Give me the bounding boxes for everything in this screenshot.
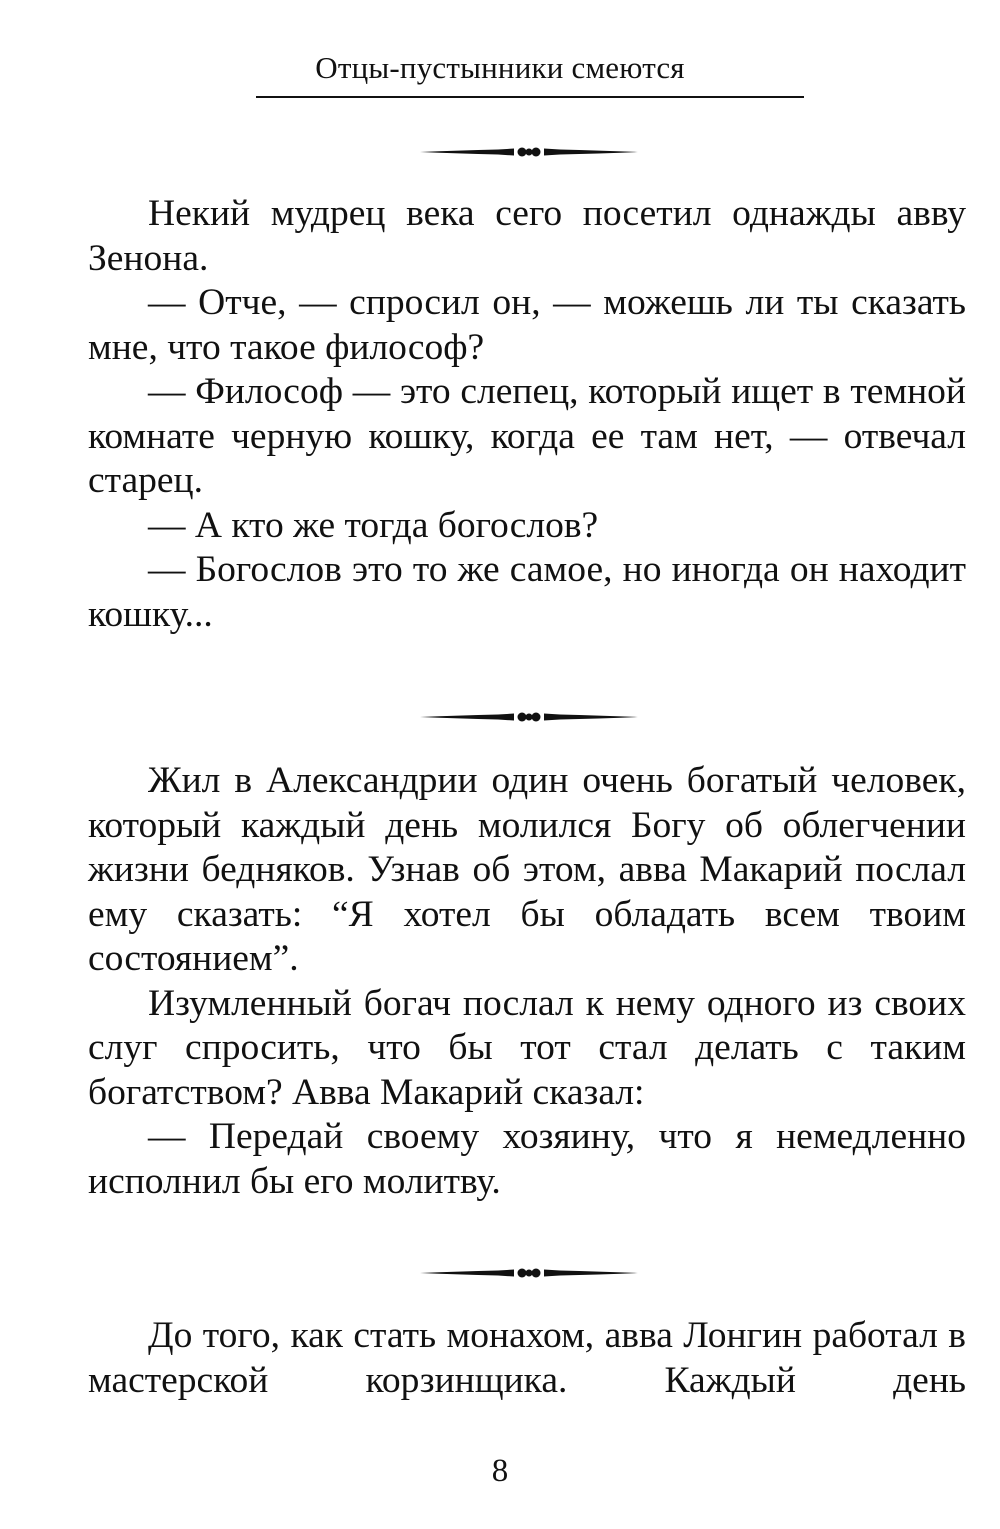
story-1 xyxy=(88,192,966,637)
paragraph: Некий мудрец века сего посетил однажды авву Зенона. xyxy=(88,193,966,279)
story-2 xyxy=(88,759,966,1204)
paragraph: — А кто же тогда богослов? xyxy=(148,504,599,546)
paragraph: — Философ — это слепец, который ищет в темной комнате черную кошку, когда ее там нет, — отвечал старец. xyxy=(88,371,966,501)
paragraph: — Отче, — спросил он, — можешь ли ты сказать мне, что такое философ? xyxy=(88,282,966,368)
section-ornament-3 xyxy=(418,1265,640,1281)
paragraph: — Передай своему хозяину, что я немедленно исполнил бы его молитву. xyxy=(88,1116,966,1202)
running-title: Отцы-пустынники смеются xyxy=(315,50,685,85)
page-number: 8 xyxy=(491,1453,509,1489)
paragraph: Изумленный богач послал к нему одного из своих слуг спросить, что бы тот стал делать с таким богатством? Авва Макарий сказал: xyxy=(88,982,966,1113)
story-3 xyxy=(88,1314,966,1403)
paragraph: — Богослов это то же самое, но иногда он находит кошку... xyxy=(88,549,966,635)
paragraph: До того, как стать монахом, авва Лонгин работал в мастерской корзинщика. Каждый день xyxy=(88,1315,966,1401)
header-rule xyxy=(256,96,804,98)
section-ornament-2 xyxy=(418,709,640,725)
paragraph: Жил в Александрии один очень богатый человек, который каждый день молился Богу об облегчении жизни бедняков. Узнав об этом, авва Макарий послал ему сказать: “Я хотел бы обладать всем твоим состоянием”. xyxy=(88,760,966,979)
section-ornament-1 xyxy=(418,144,640,160)
